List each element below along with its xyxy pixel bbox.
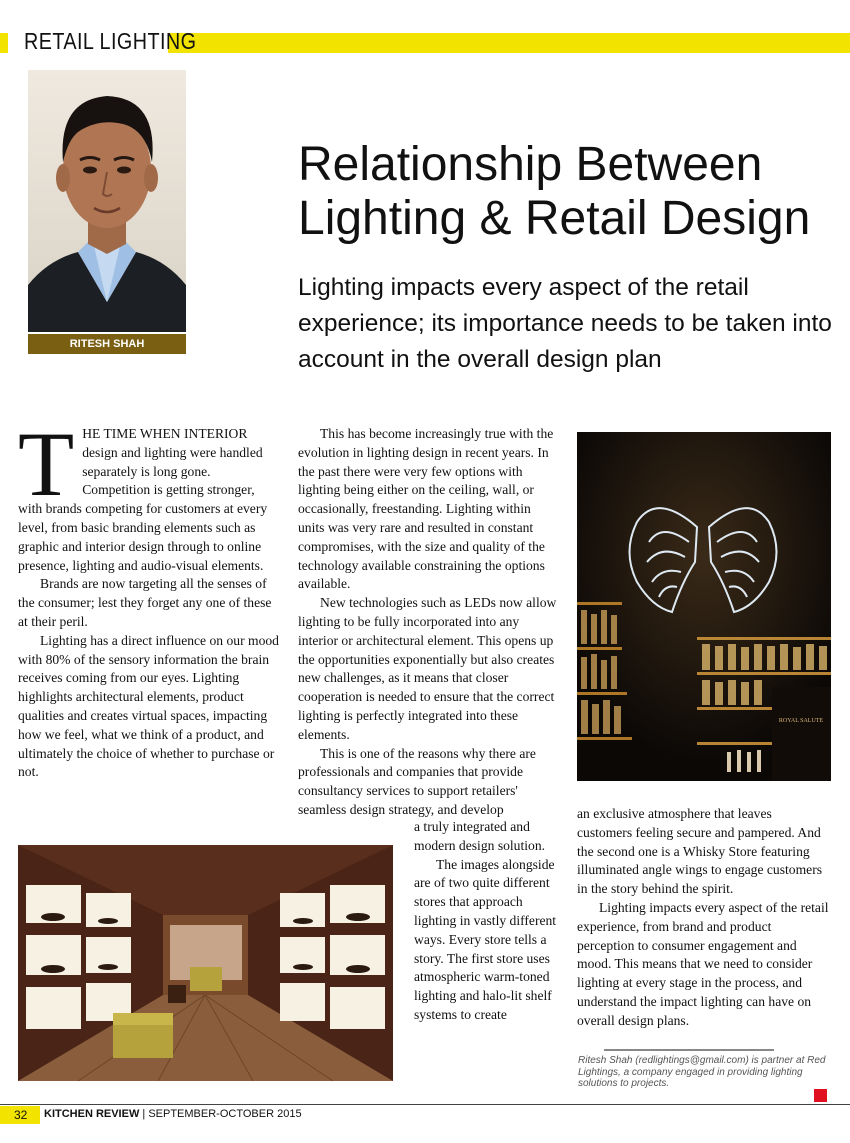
author-name-tag: RITESH SHAH — [28, 334, 186, 354]
magazine-name: KITCHEN REVIEW — [44, 1108, 140, 1120]
body-paragraph: an exclusive atmosphere that leaves customers feeling secure and pampered. And the second one is a Whisky Store featuring illuminated angle wings to engage customers in the story behind the spirit. — [577, 806, 823, 897]
body-paragraph: THE TIME WHEN INTERIOR design and lighting were handled separately is long gone. Competition is getting stronger, with brands competing for customers at every level, from basic branding elements such as graphic and interior design through to online presence, lighting and audio-visual elements. — [18, 413, 268, 573]
body-paragraph: Brands are now targeting all the senses of the consumer; lest they forget any one of these at their peril. — [18, 576, 272, 629]
author-note: Ritesh Shah (redlightings@gmail.com) is partner at Red Lightings, a company engaged in providing lighting solutions to projects. — [578, 1055, 826, 1089]
body-paragraph: This is one of the reasons why there are professionals and companies that provide consultancy services to support retailers' seamless design strategy, and develop — [298, 745, 536, 817]
article-subtitle: Lighting impacts every aspect of the retail experience; its importance needs to be taken into account in the overall design plan — [298, 274, 832, 373]
author-portrait — [28, 70, 186, 332]
body-paragraph: The images alongside are of two quite different stores that approach lighting in vastly different ways. Every store tells a story. The first store uses atmospheric warm-toned lighting and halo-lit shelf systems to create — [414, 856, 557, 1022]
body-paragraph: Lighting impacts every aspect of the retail experience, from brand and product perception to consumer engagement and mood. This means that we need to consider lighting at every stage in the process, and understand the impact lighting can have on overall design plans. — [577, 899, 829, 1028]
body-paragraph: a truly integrated and modern design solution. — [414, 819, 546, 853]
header-band — [168, 33, 850, 53]
body-paragraph: New technologies such as LEDs now allow lighting to be fully incorporated into any interior or architectural element. This opens up the opportunities exponentially but also creates new challenges, as it means that closer cooperation is needed to ensure that the correct lighting is perfectly integrated into these elements. — [298, 595, 557, 742]
footer-credit — [44, 1108, 302, 1120]
author-note-rule — [604, 1049, 774, 1051]
footer-rule — [0, 1104, 850, 1105]
body-column-3 — [577, 805, 830, 1031]
body-column-2-continued — [414, 818, 560, 1025]
article-title: Relationship Between Lighting & Retail Design — [298, 138, 811, 245]
body-paragraph: This has become increasingly true with the evolution in lighting design in recent years. In the past there were very few options with lighting being either on the ceiling, wall, or occasionally, freestanding. Lighting within units was very rare and resulted in constant compromises, with the size and quality of the technology available constraining the options available. — [298, 426, 554, 592]
section-label: RETAIL LIGHTING — [24, 28, 197, 54]
whisky-sign: ROYAL SALUTE — [778, 718, 824, 724]
body-column-1 — [18, 413, 280, 782]
header-band-left — [0, 33, 8, 53]
red-marker — [814, 1089, 827, 1102]
footer-separator: | — [142, 1108, 146, 1120]
shoe-store-photo — [18, 845, 393, 1081]
drop-cap: T — [18, 413, 75, 515]
whisky-store-photo — [577, 432, 831, 781]
body-column-2 — [298, 425, 560, 820]
page-number: 32 — [14, 1108, 28, 1122]
body-paragraph: Lighting has a direct influence on our mood with 80% of the sensory information the brain receives coming from our eyes. Lighting highlights architectural elements, product qualities and creates virtual spaces, impacting how we feel, what we think of a product, and ultimately the choice of whether to purchase or not. — [18, 632, 279, 780]
issue-date: SEPTEMBER-OCTOBER 2015 — [148, 1108, 302, 1120]
